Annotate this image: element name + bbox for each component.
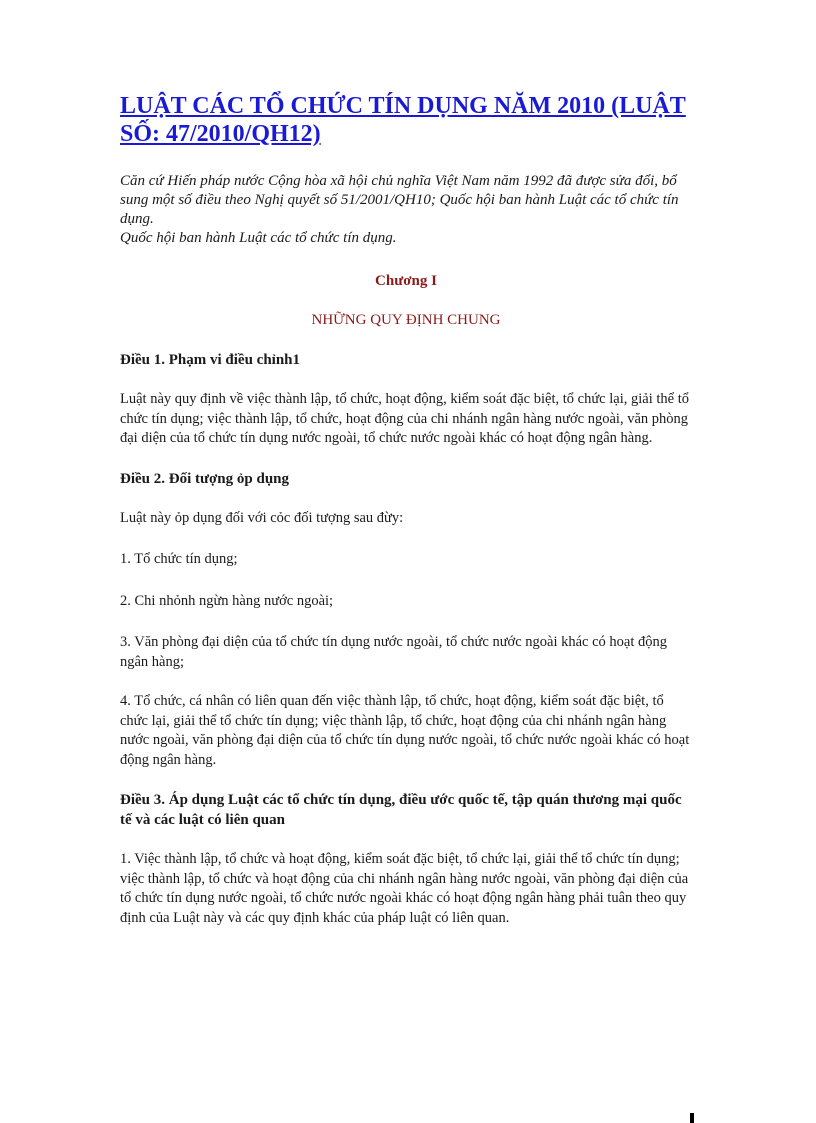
preamble-paragraph: Quốc hội ban hành Luật các tổ chức tín dụng.: [120, 230, 397, 246]
article-heading: Điều 1. Phạm vi điều chỉnh1: [120, 352, 301, 368]
chapter-number: Chương I: [375, 273, 437, 289]
article-heading: Điều 3. Áp dụng Luật các tổ chức tín dụng, điều ước quốc tế, tập quán thương mại quốc tế và các luật có liên quan: [120, 792, 682, 828]
article-paragraph: Luật này quy định về việc thành lập, tổ chức, hoạt động, kiểm soát đặc biệt, tổ chức lại, giải thể tổ chức tín dụng; việc thành lập, tổ chức, hoạt động của chi nhánh ngân hàng nước ngoài, văn phòng đại diện của tổ chức tín dụng nước ngoài, tổ chức nước ngoài khác có hoạt động ngân hàng.: [120, 391, 689, 446]
page-edge-mark: [690, 1113, 694, 1123]
document-page: [120, 92, 692, 928]
article-list-item: 2. Chi nhỏnh ngừn hàng nước ngoài;: [120, 592, 334, 609]
document-title-link[interactable]: LUẬT CÁC TỔ CHỨC TÍN DỤNG NĂM 2010 (LUẬT SỐ: 47/2010/QH12): [120, 93, 686, 147]
article-list-item: 4. Tổ chức, cá nhân có liên quan đến việc thành lập, tổ chức, hoạt động, kiểm soát đặc biệt, tổ chức lại, giải thể tổ chức tín dụng; việc thành lập, tổ chức, hoạt động của chi nhánh ngân hàng nước ngoài, văn phòng đại diện của tổ chức tín dụng nước ngoài, tổ chức nước ngoài khác có hoạt động ngân hàng.: [120, 693, 690, 768]
article-heading: Điều 2. Đối tượng ỏp dụng: [120, 470, 290, 487]
article-list-item: 3. Văn phòng đại diện của tổ chức tín dụng nước ngoài, tổ chức nước ngoài khác có hoạt động ngân hàng;: [120, 634, 668, 670]
article-paragraph: 1. Việc thành lập, tổ chức và hoạt động, kiểm soát đặc biệt, tổ chức lại, giải thể tổ chức tín dụng; việc thành lập, tổ chức và hoạt động của chi nhánh ngân hàng nước ngoài, văn phòng đại diện của tổ chức tín dụng nước ngoài, tổ chức nước ngoài khác có hoạt động ngân hàng phải tuân theo quy định của Luật này và các quy định khác của pháp luật có liên quan.: [120, 851, 689, 926]
chapter-name: NHỮNG QUY ĐỊNH CHUNG: [311, 312, 501, 328]
article-list-item: 1. Tổ chức tín dụng;: [120, 551, 238, 567]
preamble-paragraph: Căn cứ Hiến pháp nước Cộng hòa xã hội chủ nghĩa Việt Nam năm 1992 đã được sửa đổi, bổ sung một số điều theo Nghị quyết số 51/2001/QH10; Quốc hội ban hành Luật các tổ chức tín dụng.: [120, 173, 679, 227]
article-paragraph: Luật này ỏp dụng đối với cỏc đối tượng sau đừy:: [120, 509, 404, 526]
